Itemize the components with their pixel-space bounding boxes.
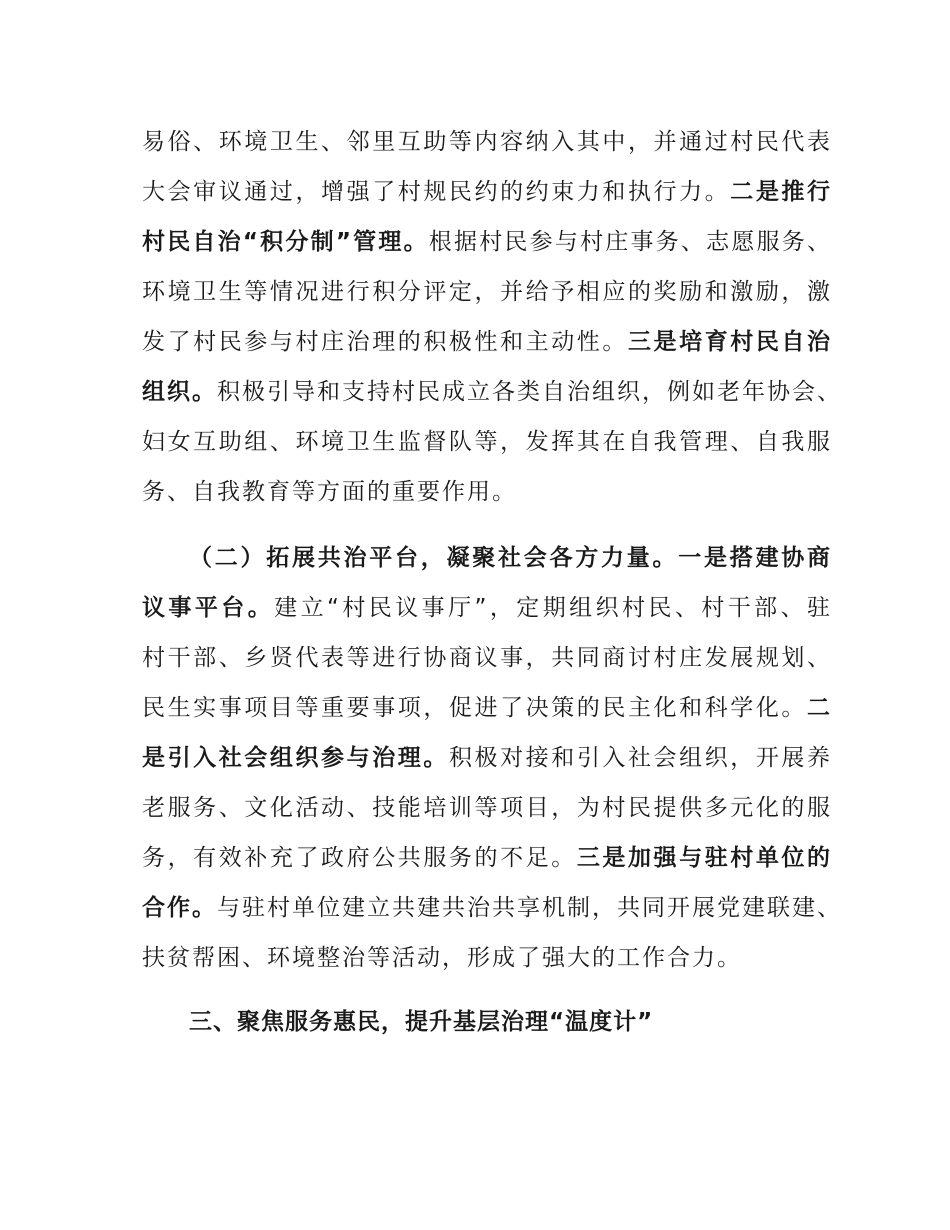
text-span: 村干部、乡贤代表等进行协商议事，共同商讨村庄发展规划、 xyxy=(142,645,832,671)
bold-text-span: 三是加强与驻村单位的 xyxy=(576,845,833,871)
text-span: 务，有效补充了政府公共服务的不足。 xyxy=(142,845,577,871)
paragraph-2-line-3 xyxy=(142,638,832,678)
bold-text-span: 组织。 xyxy=(142,379,217,405)
text-span: 易俗、环境卫生、邻里互助等内容纳入其中，并通过村民代表 xyxy=(142,129,832,155)
text-span: 民生实事项目等重要事项，促进了决策的民主化和科学化。 xyxy=(142,695,807,721)
text-span: 妇女互助组、环境卫生监督队等，发挥其在自我管理、自我服 xyxy=(142,429,832,455)
bold-text-span: 三是培育村民自治 xyxy=(627,329,833,355)
paragraph-1-line-5 xyxy=(142,322,832,362)
text-span: 根据村民参与村庄事务、志愿服务、 xyxy=(428,229,833,255)
paragraph-2-line-6 xyxy=(142,788,832,828)
text-span: 发了村民参与村庄治理的积极性和主动性。 xyxy=(142,329,628,355)
paragraph-2-line-1 xyxy=(189,538,832,578)
paragraph-1-line-7 xyxy=(142,422,832,462)
bold-text-span: 二 xyxy=(807,695,832,721)
bold-text-span: （二）拓展共治平台，凝聚社会各方力量。一是搭建协商 xyxy=(189,545,832,571)
text-span: 扶贫帮困、环境整治等活动，形成了强大的工作合力。 xyxy=(142,945,742,971)
paragraph-2-line-2 xyxy=(142,588,832,628)
bold-text-span: 是引入社会组织参与治理。 xyxy=(142,745,449,771)
paragraph-1-line-2 xyxy=(142,172,832,212)
bold-text-span: 议事平台。 xyxy=(142,595,275,621)
section-heading: 三、聚焦服务惠民，提升基层治理“温度计” xyxy=(189,1009,654,1035)
text-span: 环境卫生等情况进行积分评定，并给予相应的奖励和激励，激 xyxy=(142,279,832,305)
paragraph-1-line-8 xyxy=(142,472,832,512)
paragraph-2-line-7 xyxy=(142,838,832,878)
text-span: 与驻村单位建立共建共治共享机制，共同开展党建联建、 xyxy=(217,895,842,921)
bold-text-span: 二是推行 xyxy=(730,179,833,205)
bold-text-span: 合作。 xyxy=(142,895,217,921)
text-span: 积极对接和引入社会组织，开展养 xyxy=(448,745,833,771)
paragraph-2-line-9 xyxy=(142,938,832,978)
text-span: 建立“村民议事厅”，定期组织村民、村干部、驻 xyxy=(274,595,832,621)
paragraph-1-line-6 xyxy=(142,372,842,412)
paragraph-2-line-8 xyxy=(142,888,842,928)
paragraph-2-line-4 xyxy=(142,688,832,728)
text-span: 大会审议通过，增强了村规民约的约束力和执行力。 xyxy=(142,179,731,205)
text-span: 务、自我教育等方面的重要作用。 xyxy=(142,479,517,505)
paragraph-1-line-1 xyxy=(142,122,832,162)
bold-text-span: 村民自治“积分制”管理。 xyxy=(142,229,429,255)
paragraph-2-line-5 xyxy=(142,738,832,778)
text-span: 积极引导和支持村民成立各类自治组织，例如老年协会、 xyxy=(217,379,842,405)
paragraph-1-line-4 xyxy=(142,272,832,312)
text-span: 老服务、文化活动、技能培训等项目，为村民提供多元化的服 xyxy=(142,795,832,821)
paragraph-1-line-3 xyxy=(142,222,832,262)
